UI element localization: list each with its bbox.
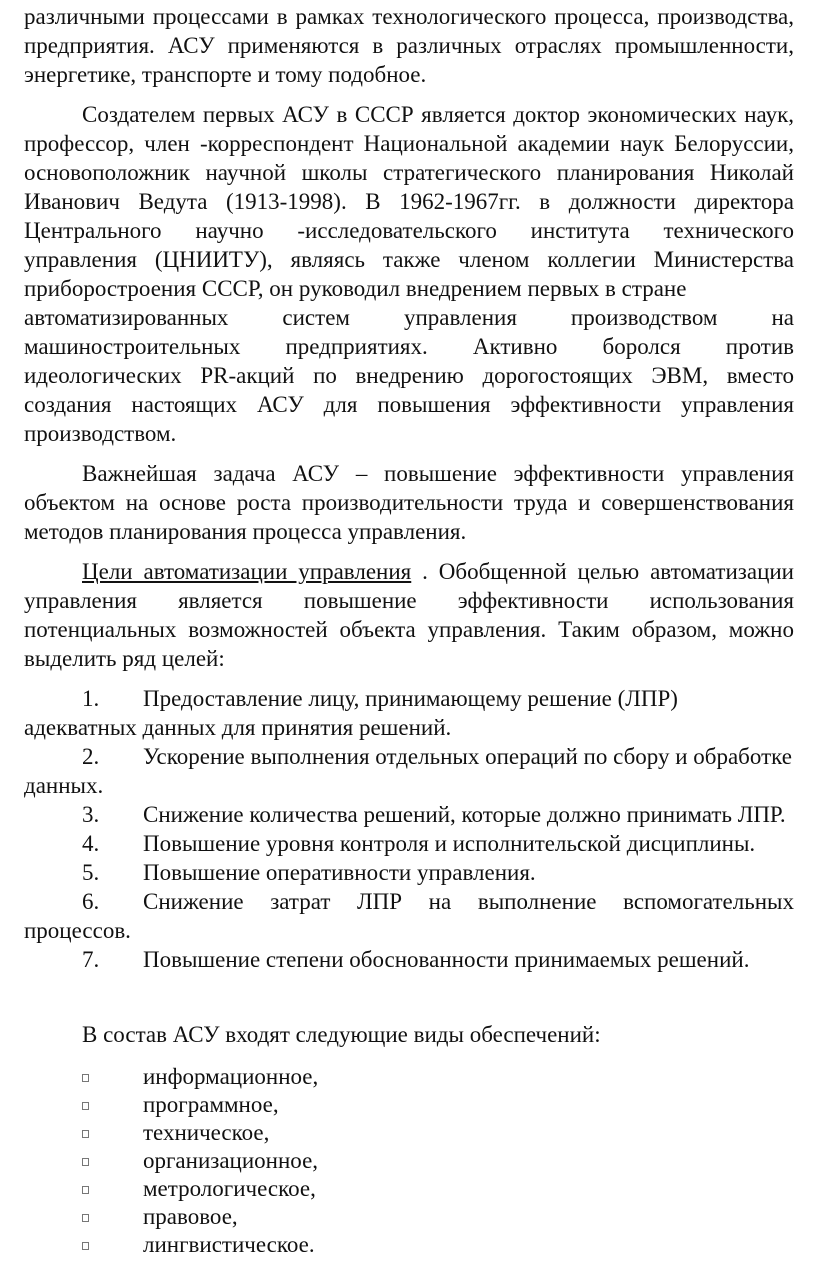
list-item — [24, 1231, 794, 1259]
paragraph-creator-part1: Создателем первых АСУ в СССР является доктор экономических наук, профессор, член -корреспондент Национальной академии наук Белоруссии, основоположник научной школы стратегического планирования Николай Иванович Ведута (1913-1998). В 1962-1967гг. в должности директора Центрального научно -исследовательского института технического управления (ЦНИИТУ), являясь также членом коллегии Министерства приборостроения СССР, он руководил внедрением первых в стране — [24, 102, 794, 301]
list-item — [24, 829, 794, 858]
list-item-text: лингвистическое. — [143, 1232, 315, 1257]
list-item-text: программное, — [143, 1092, 279, 1117]
list-item-text: Повышение оперативности управления. — [143, 860, 536, 885]
paragraph-creator-part2: автоматизированных систем управления производством на машиностроительных предприятиях. Активно боролся против идеологических PR-акций по внедрению дорогостоящих ЭВМ, вместо создания настоящих АСУ для повышения эффективности управления производством. — [24, 305, 794, 446]
list-item-text: Ускорение выполнения отдельных операций по сбору и обработке данных. — [24, 744, 792, 798]
goals-heading-link: Цели автоматизации управления — [82, 559, 412, 584]
list-item — [24, 858, 794, 887]
paragraph-creator — [24, 100, 794, 448]
goals-list — [24, 684, 794, 974]
list-item — [24, 1175, 794, 1203]
bullet-box-icon — [82, 1074, 89, 1082]
list-item-text: Повышение степени обоснованности принимаемых решений. — [143, 947, 750, 972]
list-item-number: 7. — [82, 947, 100, 972]
list-item — [24, 1091, 794, 1119]
list-item — [24, 742, 794, 800]
bullet-box-icon — [82, 1186, 89, 1194]
list-item — [24, 945, 794, 974]
list-item — [24, 1147, 794, 1175]
list-item-number: 6. — [82, 889, 100, 914]
bullet-box-icon — [82, 1130, 89, 1138]
list-item-number: 3. — [82, 802, 100, 827]
paragraph-intro: различными процессами в рамках технологического процесса, производства, предприятия. АСУ применяются в различных отраслях промышленности, энергетике, транспорте и тому подобное. — [24, 4, 794, 87]
list-item-text: Повышение уровня контроля и исполнительской дисциплины. — [143, 831, 756, 856]
bullet-box-icon — [82, 1158, 89, 1166]
list-item — [24, 1119, 794, 1147]
list-item — [24, 684, 794, 742]
list-item — [24, 1063, 794, 1091]
list-item — [24, 887, 794, 945]
document-page — [24, 0, 794, 1259]
support-intro: В состав АСУ входят следующие виды обеспечений: — [82, 1022, 601, 1047]
list-item-text: правовое, — [143, 1204, 238, 1229]
bullet-box-icon — [82, 1214, 89, 1222]
bullet-box-icon — [82, 1102, 89, 1110]
list-item-number: 4. — [82, 831, 100, 856]
list-item-text: организационное, — [143, 1148, 319, 1173]
list-item-text: Предоставление лицу, принимающему решение (ЛПР) адекватных данных для принятия решений. — [24, 686, 678, 740]
paragraph-goals — [24, 557, 794, 673]
list-item-number: 1. — [82, 686, 100, 711]
list-item-number: 2. — [82, 744, 100, 769]
goals-description: . Обобщенной целью автоматизации управления является повышение эффективности использования потенциальных возможностей объекта управления. Таким образом, можно выделить ряд целей: — [24, 559, 794, 671]
list-item-text: Снижение количества решений, которые должно принимать ЛПР. — [143, 802, 786, 827]
list-item-number: 5. — [82, 860, 100, 885]
list-item — [24, 1203, 794, 1231]
support-list — [24, 1063, 794, 1259]
list-item-text: метрологическое, — [143, 1176, 316, 1201]
paragraph-main-task: Важнейшая задача АСУ – повышение эффективности управления объектом на основе роста производительности труда и совершенствования методов планирования процесса управления. — [24, 461, 794, 544]
list-item — [24, 800, 794, 829]
list-item-text: техническое, — [143, 1120, 270, 1145]
list-item-text: Снижение затрат ЛПР на выполнение вспомогательных процессов. — [24, 889, 794, 943]
bullet-box-icon — [82, 1242, 89, 1250]
list-item-text: информационное, — [143, 1064, 319, 1089]
